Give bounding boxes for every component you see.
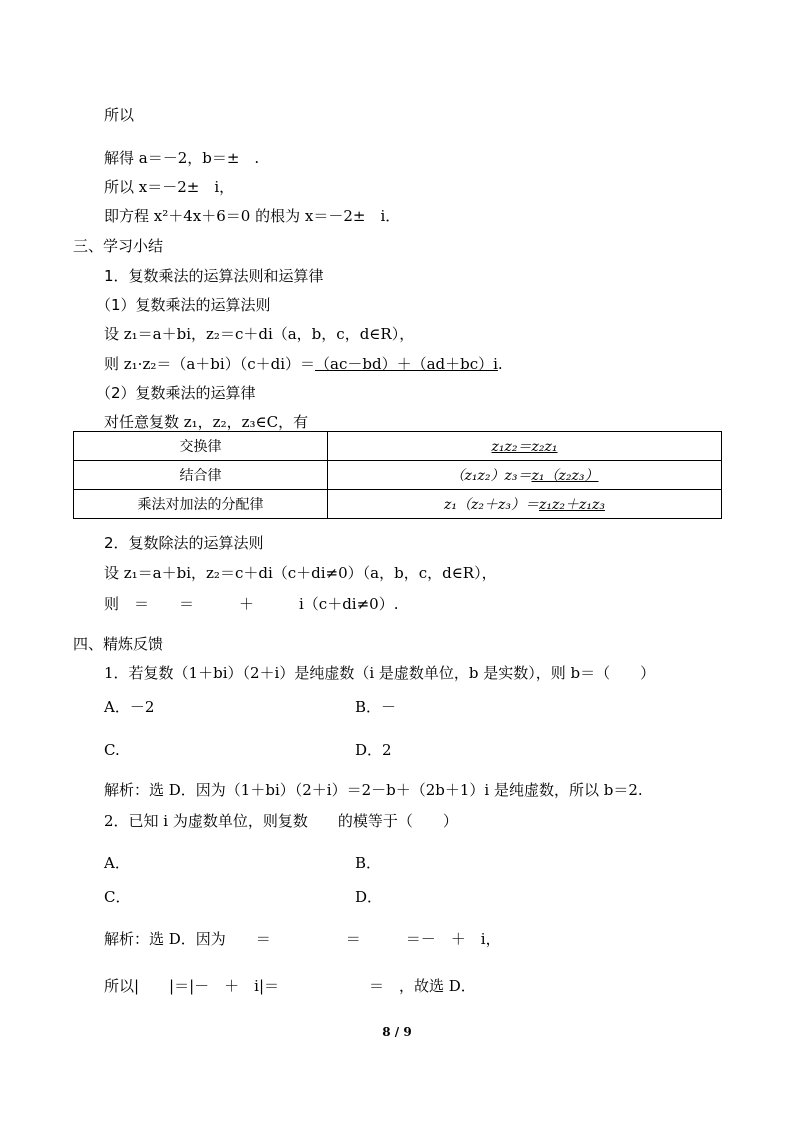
table-row bbox=[74, 461, 722, 490]
subheading-multiplication: 1．复数乘法的运算法则和运算律 bbox=[104, 267, 324, 285]
q2-option-a: A． bbox=[104, 854, 130, 872]
law-formula bbox=[328, 432, 722, 461]
law-formula bbox=[328, 490, 722, 519]
text-define-z1-z2: 设 z₁＝a＋bi，z₂＝c＋di（a，b，c，d∈R）， bbox=[104, 325, 415, 343]
product-suffix: . bbox=[497, 355, 503, 373]
q1-option-c: C. bbox=[104, 741, 120, 759]
law-name: 交换律 bbox=[74, 432, 328, 461]
text-x-value: 所以 x＝－2± i， bbox=[104, 178, 235, 196]
text-any-complex: 对任意复数 z₁，z₂，z₃∈C，有 bbox=[104, 413, 309, 431]
q1-option-b: B．－ bbox=[355, 698, 397, 716]
text-define-z1-z2-div: 设 z₁＝a＋bi，z₂＝c＋di（c＋di≠0）（a，b，c，d∈R）， bbox=[104, 564, 497, 582]
law-formula-answer: z₁z₂＋z₁z₃ bbox=[539, 497, 605, 513]
product-answer: （ac－bd）＋（ad＋bc）i bbox=[315, 355, 498, 373]
text-product-formula bbox=[104, 354, 503, 374]
law-name: 结合律 bbox=[74, 461, 328, 490]
subheading-multiplication-rule: （1）复数乘法的运算法则 bbox=[96, 296, 271, 314]
q1-option-d: D．2 bbox=[355, 741, 392, 759]
product-prefix: 则 z₁·z₂＝（a＋bi）（c＋di）＝ bbox=[104, 355, 316, 373]
question-1: 1．若复数（1＋bi）（2＋i）是纯虚数（i 是虚数单位，b 是实数），则 b＝（ ） bbox=[104, 664, 656, 682]
law-formula-prefix: （z₁z₂）z₃＝ bbox=[450, 468, 532, 484]
q2-explanation-2: 所以| |＝|－ ＋ i|＝ ＝ ，故选 D． bbox=[104, 977, 476, 995]
section-heading-summary: 三、学习小结 bbox=[73, 237, 164, 255]
laws-table bbox=[73, 431, 722, 519]
q1-option-a: A．－2 bbox=[104, 698, 155, 716]
text-solve-ab: 解得 a＝－2，b＝± . bbox=[104, 149, 260, 167]
law-formula-answer: z₁z₂＝z₂z₁ bbox=[491, 439, 558, 455]
section-heading-feedback: 四、精炼反馈 bbox=[73, 635, 164, 653]
subheading-multiplication-laws: （2）复数乘法的运算律 bbox=[96, 384, 256, 402]
q2-option-c: C． bbox=[104, 888, 131, 906]
table-row bbox=[74, 490, 722, 519]
text-suoyi: 所以 bbox=[104, 106, 135, 124]
q2-explanation-1: 解析：选 D．因为 ＝ ＝ ＝－ ＋ i， bbox=[104, 930, 501, 948]
law-formula-prefix: z₁（z₂＋z₃）＝ bbox=[444, 497, 539, 513]
subheading-division: 2．复数除法的运算法则 bbox=[104, 534, 264, 552]
q2-option-d: D． bbox=[355, 888, 383, 906]
law-formula-answer: z₁（z₂z₃） bbox=[531, 468, 599, 484]
text-division-formula: 则 ＝ ＝ ＋ i（c＋di≠0）. bbox=[104, 595, 399, 613]
q1-explanation: 解析：选 D．因为（1＋bi）（2＋i）＝2－b＋（2b＋1）i 是纯虚数，所以 b＝2. bbox=[104, 781, 643, 799]
table-row bbox=[74, 432, 722, 461]
law-formula bbox=[328, 461, 722, 490]
q2-option-b: B． bbox=[355, 854, 382, 872]
law-name: 乘法对加法的分配律 bbox=[74, 490, 328, 519]
text-equation-root: 即方程 x²＋4x＋6＝0 的根为 x＝－2± i． bbox=[104, 207, 401, 225]
question-2: 2．已知 i 为虚数单位，则复数 的模等于（ ） bbox=[104, 812, 458, 830]
page-number: 8 / 9 bbox=[382, 1025, 412, 1039]
